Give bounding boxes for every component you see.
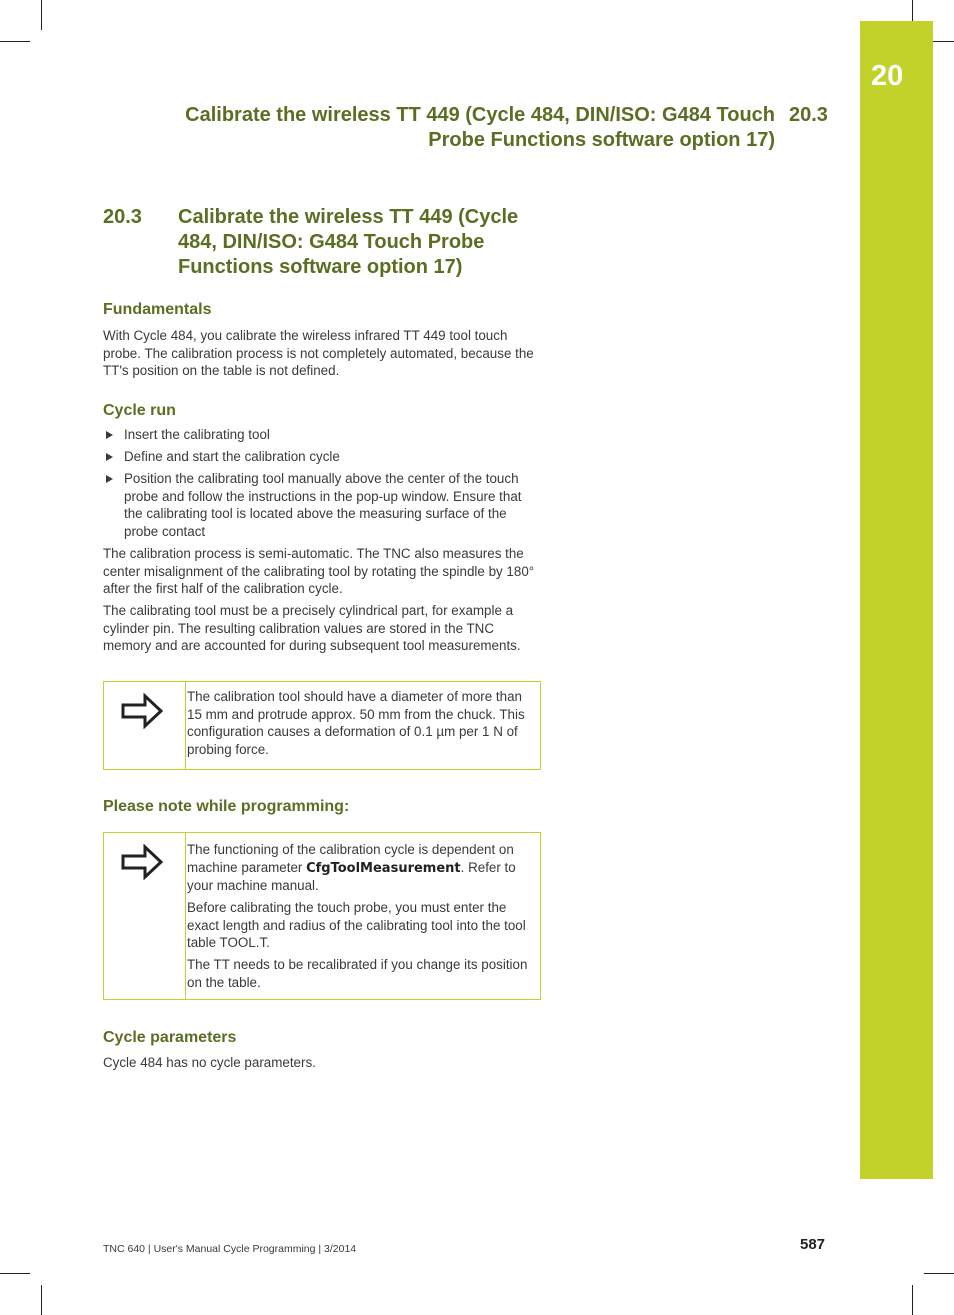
crop-mark bbox=[41, 1285, 42, 1315]
list-item: Position the calibrating tool manually above the center of the touch probe and follow the instructions in the pop-up window. Ensure that the calibrating tool is located above the measuring surface of the probe contact bbox=[103, 470, 543, 540]
fundamentals-heading: Fundamentals bbox=[103, 301, 212, 318]
fundamentals-text: With Cycle 484, you calibrate the wireless infrared TT 449 tool touch probe. The calibration process is not completely automated, because the TT's position on the table is not defined. bbox=[103, 328, 534, 379]
note-divider bbox=[185, 833, 186, 999]
crop-mark bbox=[912, 1285, 913, 1315]
triangle-bullet-icon bbox=[106, 475, 113, 483]
arrow-right-icon bbox=[121, 844, 165, 880]
crop-mark bbox=[0, 41, 30, 42]
arrow-right-icon bbox=[121, 693, 165, 729]
crop-mark bbox=[0, 1273, 30, 1274]
list-item: Insert the calibrating tool bbox=[103, 426, 543, 444]
section-number: 20.3 bbox=[103, 206, 142, 228]
crop-mark bbox=[41, 0, 42, 30]
chapter-tab bbox=[860, 21, 933, 1179]
cycle-run-paragraph: The calibrating tool must be a precisely cylindrical part, for example a cylinder pin. The resulting calibration values are stored in the TNC memory and are accounted for during subsequent tool measurements. bbox=[103, 603, 521, 654]
cycle-run-steps bbox=[103, 426, 543, 545]
footer-text: TNC 640 | User's Manual Cycle Programming | 3/2014 bbox=[103, 1243, 357, 1255]
cycle-parameters-text: Cycle 484 has no cycle parameters. bbox=[103, 1055, 316, 1070]
note-text: The functioning of the calibration cycle is dependent on machine parameter CfgToolMeasurement. Refer to your machine manual. Before calibrating the touch probe, you must enter the exact length and radius of the calibrating tool into the tool table TOOL.T. The TT needs to be recalibrated if you change its position on the table. bbox=[187, 842, 528, 990]
triangle-bullet-icon bbox=[106, 431, 113, 439]
note-text: The calibration tool should have a diameter of more than 15 mm and protrude approx. 50 mm from the chuck. This configuration causes a deformation of 0.1 µm per 1 N of probing force. bbox=[187, 689, 525, 757]
section-title: Calibrate the wireless TT 449 (Cycle 484, DIN/ISO: G484 Touch Probe Functions software option 17) bbox=[178, 206, 519, 278]
cycle-parameters-heading: Cycle parameters bbox=[103, 1029, 237, 1046]
running-header-number: 20.3 bbox=[789, 104, 828, 126]
programming-heading: Please note while programming: bbox=[103, 798, 350, 815]
page-number: 587 bbox=[800, 1236, 826, 1253]
chapter-number: 20 bbox=[871, 60, 904, 92]
running-header-title: Calibrate the wireless TT 449 (Cycle 484, DIN/ISO: G484 Touch Probe Functions software option 17) bbox=[185, 104, 775, 151]
note-divider bbox=[185, 682, 186, 769]
cycle-run-heading: Cycle run bbox=[103, 402, 176, 419]
note-box bbox=[103, 681, 541, 770]
cycle-run-paragraph: The calibration process is semi-automatic. The TNC also measures the center misalignment of the calibrating tool by rotating the spindle by 180° after the first half of the calibration cycle. bbox=[103, 546, 535, 597]
machine-parameter: CfgToolMeasurement bbox=[306, 860, 461, 876]
note-box bbox=[103, 832, 541, 1000]
crop-mark bbox=[924, 1273, 954, 1274]
triangle-bullet-icon bbox=[106, 453, 113, 461]
list-item: Define and start the calibration cycle bbox=[103, 448, 543, 466]
